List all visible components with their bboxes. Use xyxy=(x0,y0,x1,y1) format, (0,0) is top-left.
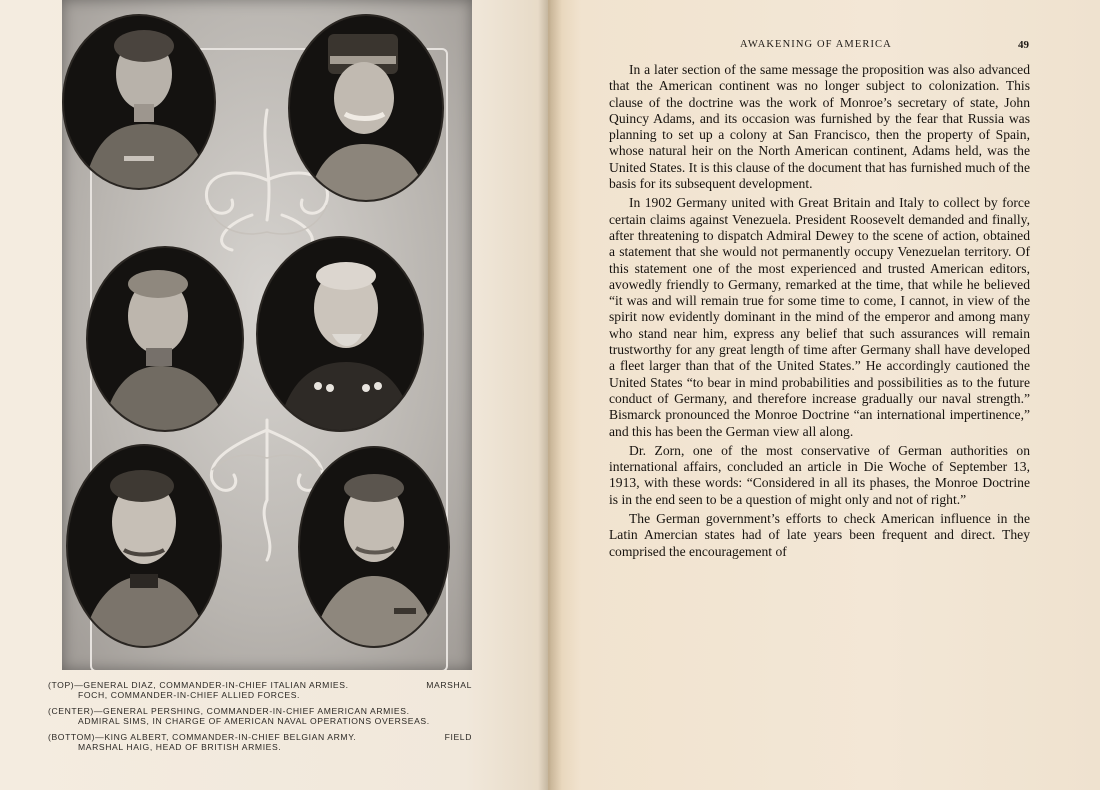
caption-top xyxy=(48,680,472,700)
paragraph: Dr. Zorn, one of the most conservative of German authorities on international affairs, concluded an article in Die Woche of September 13, 1913, with these words: “Considered in all its phases, the Monroe Doctrine is in the end seen to be a question of might only and not of right.” xyxy=(609,442,1030,507)
caption-line1: —GENERAL DIAZ, COMMANDER-IN-CHIEF ITALIAN ARMIES. xyxy=(74,680,349,690)
portrait-king-albert xyxy=(68,446,220,646)
caption-line1: —GENERAL PERSHING, COMMANDER-IN-CHIEF AMERICAN ARMIES. xyxy=(93,706,410,716)
caption-position: (CENTER) xyxy=(48,706,94,716)
caption-line1: —KING ALBERT, COMMANDER-IN-CHIEF BELGIAN ARMY. xyxy=(95,732,357,742)
portrait-image xyxy=(88,248,242,430)
caption-position: (BOTTOM) xyxy=(48,732,96,742)
portrait-marshal-foch xyxy=(290,16,442,200)
body-text xyxy=(609,62,1030,560)
paragraph: In 1902 Germany united with Great Britain and Italy to collect by force certain claims against Venezuela. President Roosevelt demanded and finally, after threatening to dispatch Admiral Dewey to the scene of action, obtained a statement that she would not permanently occupy Venezuelan territory. Of this statement one of the most experienced and trusted American editors, avowedly friendly to Germany, remarked at the time, that while he believed “it was and will remain true for some time to come, I cannot, in view of the spirit now evidently dominant in the mind of the emperor and among many who stand near him, express any belief that such assurances will remain trustworthy for any great length of time after Germany shall have developed a fleet larger than that of the United States.” He accordingly cautioned the United States “to bear in mind probabilities and possibilities as to the future conduct of Germany, and therefore increase gradually our naval strength.” Bismarck pronounced the Monroe Doctrine “an international impertinence,” and this has been the German view all along. xyxy=(609,195,1030,439)
page-number: 49 xyxy=(1018,39,1029,51)
portrait-general-diaz xyxy=(64,16,214,188)
book-gutter xyxy=(538,0,562,790)
caption-line2: ADMIRAL SIMS, IN CHARGE OF AMERICAN NAVAL OPERATIONS OVERSEAS. xyxy=(78,716,430,726)
portrait-image xyxy=(64,16,214,188)
portrait-image xyxy=(290,16,442,200)
portrait-image xyxy=(300,448,448,646)
caption-center xyxy=(48,706,472,726)
paragraph: In a later section of the same message the proposition was also advanced that the American continent was no longer subject to colonization. This clause of the doctrine was the work of Monroe’s secretary of state, John Quincy Adams, and its occasion was furnished by the fear that Russia was planning to set up a colony at San Francisco, then the property of Spain, whose natural heir on the North American continent, Adams held, was the United States. It is this clause of the document that has furnished much of the basis for its subsequent development. xyxy=(609,62,1030,192)
running-head: AWAKENING OF AMERICA xyxy=(740,39,892,50)
paragraph: The German government’s efforts to check American influence in the Latin Amercian states had of late years been frequent and direct. They comprised the encouragement of xyxy=(609,511,1030,559)
caption-line1-tail: FIELD xyxy=(444,732,472,742)
caption-bottom xyxy=(48,732,472,752)
portrait-plate xyxy=(62,0,472,670)
plate-captions xyxy=(48,680,472,758)
portrait-image xyxy=(68,446,220,646)
portrait-admiral-sims xyxy=(258,238,422,430)
portrait-image xyxy=(258,238,422,430)
portrait-general-pershing xyxy=(88,248,242,430)
caption-position: (TOP) xyxy=(48,680,75,690)
caption-line1-tail: MARSHAL xyxy=(426,680,472,690)
caption-line2: MARSHAL HAIG, HEAD OF BRITISH ARMIES. xyxy=(78,742,282,752)
portrait-marshal-haig xyxy=(300,448,448,646)
caption-line2: FOCH, COMMANDER-IN-CHIEF ALLIED FORCES. xyxy=(78,690,301,700)
left-page xyxy=(0,0,548,790)
